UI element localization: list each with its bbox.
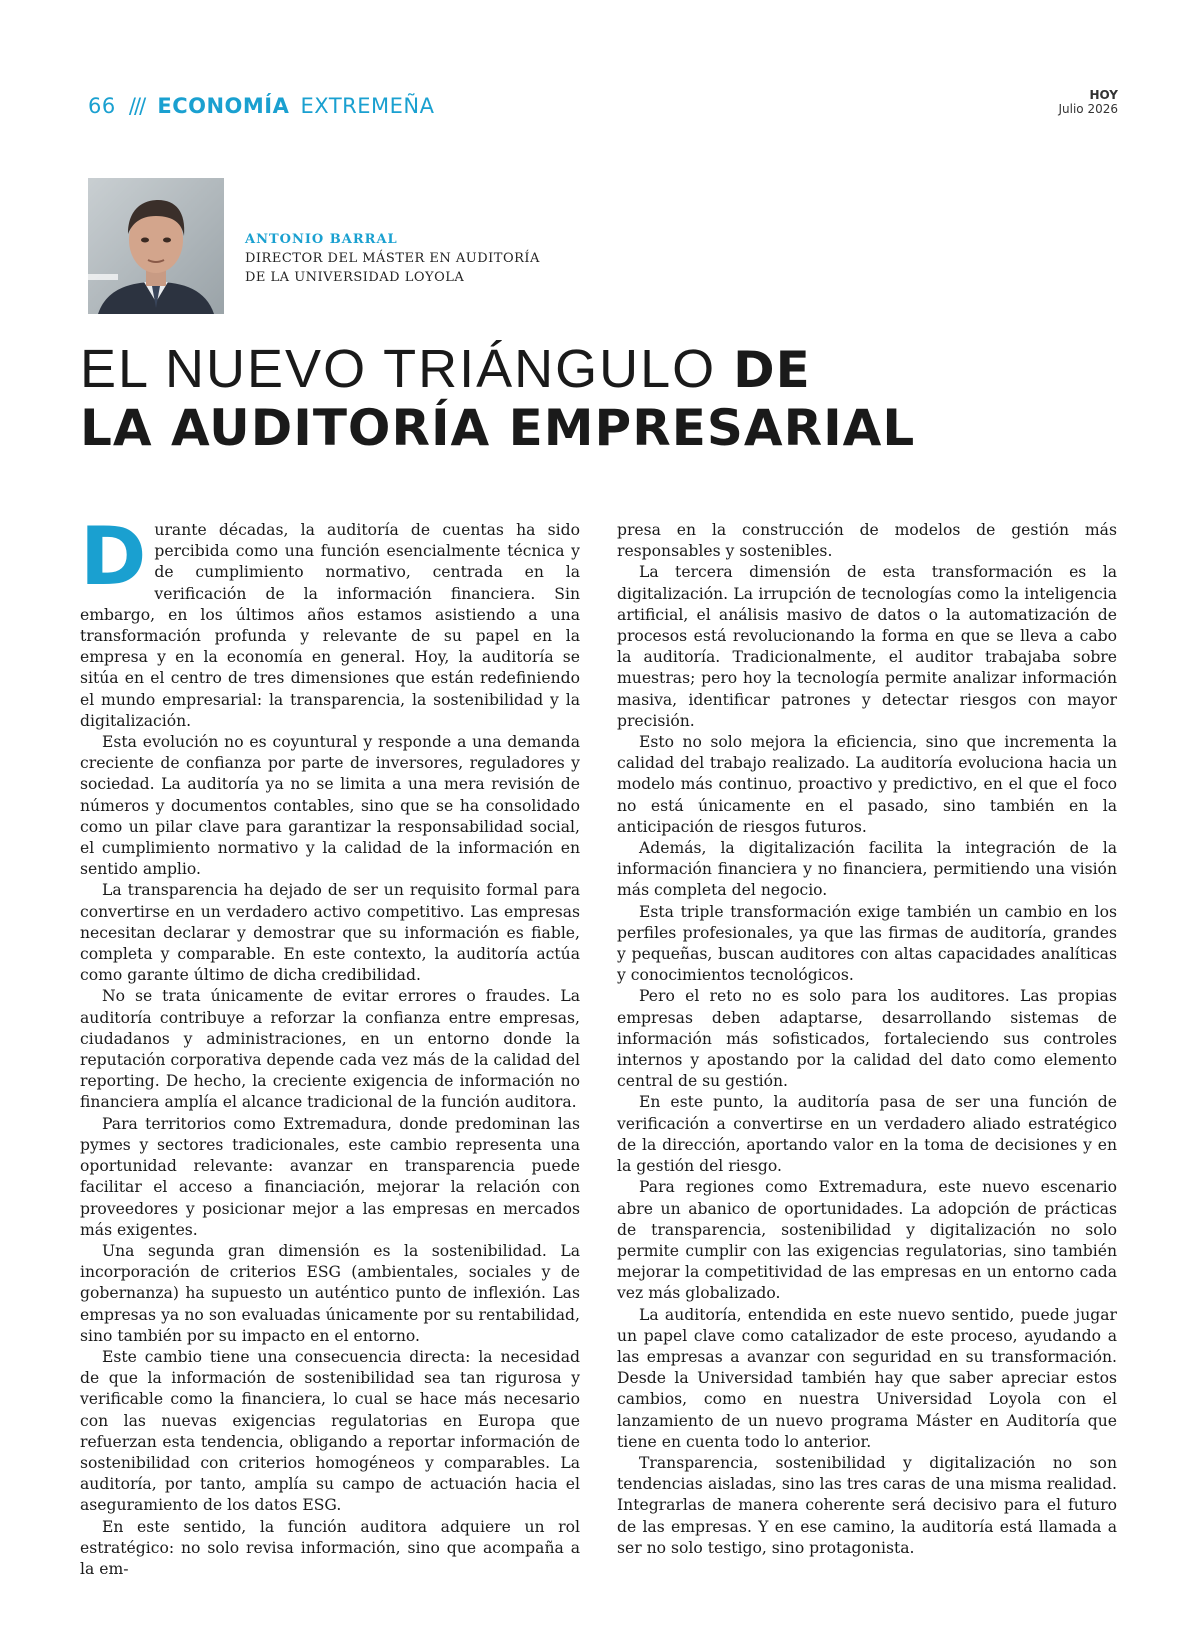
headline-line1 xyxy=(80,340,1140,399)
author-portrait-icon xyxy=(88,178,224,314)
article-column-1 xyxy=(80,510,580,1580)
publication-info xyxy=(1058,88,1118,116)
paragraph: Esta evolución no es coyuntural y responde a una demanda creciente de confianza por parte de inversores, reguladores y sociedad. La auditoría ya no se limita a una mera revisión de números y documentos contables, sino que se ha consolidado como un pilar clave para garantizar la responsabilidad social, el cumplimiento normativo y la calidad de la información en sentido amplio. xyxy=(80,733,580,879)
paragraph: Una segunda gran dimensión es la sostenibilidad. La incorporación de criterios ESG (ambientales, sociales y de gobernanza) ha supuesto un auténtico punto de inflexión. Las empresas ya no son evaluadas únicamente por su rentabilidad, sino también por su impacto en el entorno. xyxy=(80,1241,580,1345)
section-header xyxy=(88,94,434,118)
author-byline xyxy=(245,230,540,287)
headline-light-text: EL NUEVO TRIÁNGULO xyxy=(80,339,734,399)
page-number: 66 xyxy=(88,94,116,118)
paragraph: Pero el reto no es solo para los auditores. Las propias empresas deben adaptarse, desarrollando sistemas de información más sofisticados, fortaleciendo sus controles internos y apostando por la calidad del dato como elemento central de su gestión. xyxy=(617,987,1117,1091)
paragraph: En este sentido, la función auditora adquiere un rol estratégico: no solo revisa información, sino que acompaña a la em- xyxy=(80,1517,580,1578)
paragraph: En este punto, la auditoría pasa de ser una función de verificación a convertirse en un verdadero aliado estratégico de la dirección, aportando valor en la toma de decisiones y en la gestión del riesgo. xyxy=(617,1093,1117,1176)
paragraph: Esto no solo mejora la eficiencia, sino que incrementa la calidad del trabajo realizado. La auditoría evoluciona hacia un modelo más continuo, proactivo y predictivo, en el que el foco no está únicamente en el pasado, sino también en la anticipación de riesgos futuros. xyxy=(617,733,1117,836)
paragraph-text: urante décadas, la auditoría de cuentas ha sido percibida como una función esencialmente técnica y de cumplimiento normativo, centrada en la verificación de la información financiera. Sin embargo, en los últimos años estamos asistiendo a una transformación profunda y relevante de su papel en la empresa y en la economía en general. Hoy, la auditoría se sitúa en el centro de tres dimensiones que están redefiniendo el mundo empresarial: la transparencia, la sostenibilidad y la digitalización. xyxy=(80,521,580,730)
header-separator: /// xyxy=(128,94,145,118)
paragraph-continuation: presa en la construcción de modelos de gestión más responsables y sostenibles. xyxy=(617,521,1117,561)
article-headline xyxy=(80,340,1140,457)
paragraph: Esta triple transformación exige también un cambio en los perfiles profesionales, ya que las firmas de auditoría, grandes y pequeñas, buscan auditores con altas capacidades analíticas y conocimientos tecnológicos. xyxy=(617,902,1117,985)
headline-bold-text: DE xyxy=(733,341,811,399)
article-column-2 xyxy=(617,520,1117,1559)
paragraph xyxy=(80,510,580,732)
paragraph: La transparencia ha dejado de ser un requisito formal para convertirse en un verdadero activo competitivo. Las empresas necesitan declarar y demostrar que su información es fiable, completa y comparable. En este contexto, la auditoría actúa como garante último de dicha credibilidad. xyxy=(80,881,580,985)
issue-date: Julio 2026 xyxy=(1058,102,1118,116)
paragraph: No se trata únicamente de evitar errores o fraudes. La auditoría contribuye a reforzar la confianza entre empresas, ciudadanos y administraciones, en un entorno donde la reputación corporativa depende cada vez más de la calidad del reporting. De hecho, la creciente exigencia de información no financiera amplía el alcance tradicional de la función auditora. xyxy=(80,987,580,1112)
paragraph: La tercera dimensión de esta transformación es la digitalización. La irrupción de tecnologías como la inteligencia artificial, el análisis masivo de datos o la automatización de procesos está revolucionando la forma en que se lleva a cabo la auditoría. Tradicionalmente, el auditor trabajaba sobre muestras; pero hoy la tecnología permite analizar información masiva, identificar patrones y detectar riesgos con mayor precisión. xyxy=(617,563,1117,730)
paragraph: Para regiones como Extremadura, este nuevo escenario abre un abanico de oportunidades. La adopción de prácticas de transparencia, sostenibilidad y digitalización no solo permite cumplir con las exigencias regulatorias, sino también mejorar la competitividad de las empresas en un entorno cada vez más globalizado. xyxy=(617,1178,1117,1303)
author-role-line1: DIRECTOR DEL MÁSTER EN AUDITORÍA xyxy=(245,251,540,266)
author-role-line2: DE LA UNIVERSIDAD LOYOLA xyxy=(245,270,465,285)
paragraph: Este cambio tiene una consecuencia directa: la necesidad de que la información de sostenibilidad sea tan rigurosa y verificable como la financiera, lo cual se hace más necesario con las nuevas exigencias regulatorias en Europa que refuerzan esta tendencia, obligando a reportar información de sostenibilidad con criterios homogéneos y comparables. La auditoría, por tanto, amplía su campo de actuación hacia el aseguramiento de los datos ESG. xyxy=(80,1347,580,1515)
section-name: ECONOMÍA xyxy=(157,94,290,118)
publication-name: HOY xyxy=(1089,88,1118,102)
paragraph: Además, la digitalización facilita la integración de la información financiera y no financiera, permitiendo una visión más completa del negocio. xyxy=(617,839,1117,900)
paragraph: La auditoría, entendida en este nuevo sentido, puede jugar un papel clave como catalizador de este proceso, ayudando a las empresas a avanzar con seguridad en su transformación. Desde la Universidad también hay que saber apreciar estos cambios, como en nuestra Universidad Loyola con el lanzamiento de un nuevo programa Máster en Auditoría que tiene en cuenta todo lo anterior. xyxy=(617,1305,1117,1451)
page-header xyxy=(88,88,1118,128)
author-photo xyxy=(88,178,224,314)
drop-cap: D xyxy=(80,510,147,603)
paragraph: Transparencia, sostenibilidad y digitalización no son tendencias aisladas, sino las tres caras de una misma realidad. Integrarlas de manera coherente será decisivo para el futuro de las empresas. Y en ese camino, la auditoría está llamada a ser no solo testigo, sino protagonista. xyxy=(617,1453,1117,1557)
paragraph: Para territorios como Extremadura, donde predominan las pymes y sectores tradicionales, este cambio representa una oportunidad relevante: avanzar en transparencia puede facilitar el acceso a financiación, mejorar la relación con proveedores y posicionar mejor a las empresas en mercados más exigentes. xyxy=(80,1114,580,1239)
subsection-name: EXTREMEÑA xyxy=(300,94,435,118)
headline-line2: LA AUDITORÍA EMPRESARIAL xyxy=(80,399,916,457)
author-name: ANTONIO BARRAL xyxy=(245,232,398,247)
